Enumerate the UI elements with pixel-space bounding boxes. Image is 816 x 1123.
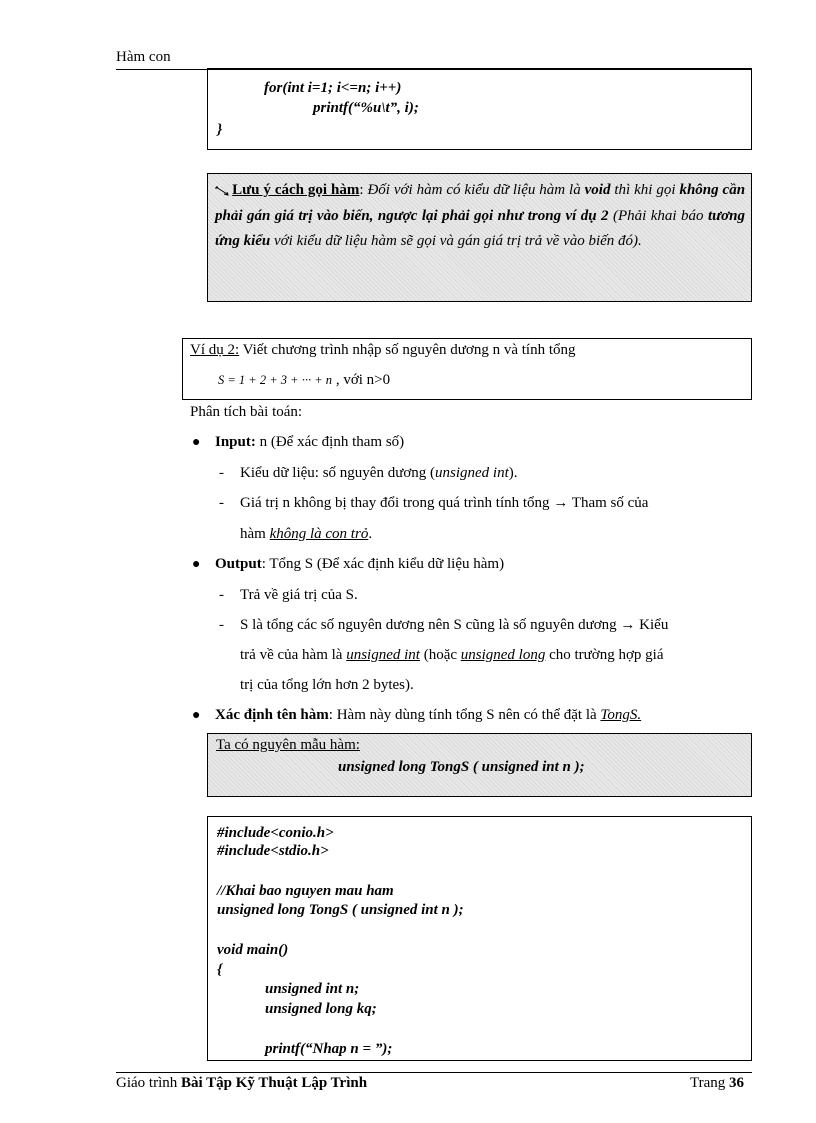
output-sub2-cont-e: cho trường hợp giá (545, 647, 664, 663)
input-sub1-c: ). (508, 465, 518, 481)
example-condition: , với n>0 (335, 372, 391, 388)
bullet-input (192, 432, 405, 453)
code-line: //Khai bao nguyen mau ham (217, 883, 394, 899)
example-formula: S = 1 + 2 + 3 + ··· + n (218, 373, 333, 387)
input-sub2-cont-c: . (368, 526, 373, 542)
arrow-right-icon: → (620, 617, 636, 633)
output-sub1: - Trả về giá trị của S. (219, 587, 358, 603)
code-line: } (217, 122, 223, 138)
bullet-dot: ● (192, 708, 201, 723)
code-box-main (207, 816, 752, 1061)
bullet-dot: ● (192, 557, 201, 572)
code-line: unsigned long kq; (265, 1001, 377, 1017)
bullet-function-name (192, 705, 642, 726)
code-line: { (217, 962, 223, 978)
input-sub2-text-b: Tham số của (568, 495, 649, 511)
output-label: Output (215, 556, 262, 572)
input-sub2-cont (240, 524, 372, 544)
output-sub2-cont (240, 645, 664, 665)
output-text: : Tổng S (Để xác định kiểu dữ liệu hàm) (261, 556, 505, 572)
prototype-box (207, 733, 752, 797)
example-box (182, 338, 752, 400)
input-sub2-cont-b: không là con trỏ (269, 526, 369, 542)
prototype-label: Ta có nguyên mẫu hàm: (216, 737, 360, 753)
output-sub2-text: S là tổng các số nguyên dương nên S cũng là số nguyên dương (240, 617, 617, 633)
note-text (215, 178, 745, 255)
code-line: unsigned int n; (265, 981, 360, 997)
input-sub1-a: Kiểu dữ liệu: số nguyên dương ( (240, 465, 435, 481)
note-box (207, 173, 752, 302)
example-formula-line (218, 372, 390, 389)
input-sub2-cont-a: hàm (240, 526, 270, 542)
input-sub1: - Kiểu dữ liệu: số nguyên dương (unsigned int). (219, 465, 518, 481)
footer-page-label: Trang (690, 1075, 730, 1091)
note-bold1: không cần phải gán giá trị vào biến, ngược lại phải gọi như trong ví dụ 2 (215, 182, 746, 224)
input-label: Input: (215, 434, 256, 450)
footer-book: Bài Tập Kỹ Thuật Lập Trình (181, 1075, 368, 1091)
output-sub2: - S là tổng các số nguyên dương nên S cũng là số nguyên dương → Kiểu (219, 617, 669, 633)
output-sub2-cont-b: unsigned int (346, 647, 420, 663)
footer-page-number: 36 (729, 1075, 745, 1091)
input-sub2: - Giá trị n không bị thay đổi trong quá trình tính tổng → Tham số của (219, 495, 649, 511)
arrow-right-icon: → (553, 495, 569, 511)
input-sub2-text: Giá trị n không bị thay đổi trong quá trình tính tổng (240, 495, 550, 511)
note-t4: với kiểu dữ liệu hàm sẽ gọi và gán giá trị trả về vào biến đó). (270, 233, 642, 249)
input-sub1-b: unsigned int (435, 465, 509, 481)
note-label: Lưu ý cách gọi hàm (232, 182, 360, 198)
name-label: Xác định tên hàm (215, 707, 329, 723)
note-t3: (Phải khai báo (608, 207, 708, 224)
page-header-title: Hàm con (116, 49, 171, 65)
output-sub2-cont-a: trả về của hàm là (240, 647, 347, 663)
note-void: void (584, 182, 611, 198)
example-label: Ví dụ 2: (190, 342, 240, 358)
code-line: #include<conio.h> (217, 825, 334, 841)
note-colon: : (359, 182, 368, 198)
footer-prefix: Giáo trình (116, 1075, 181, 1091)
output-sub2-cont-c: (hoặc (419, 647, 461, 663)
code-line: printf(“%u\t”, i); (313, 100, 419, 116)
output-sub1-text: Trả về giá trị của S. (240, 587, 358, 603)
output-sub2-cont2: trị của tổng lớn hơn 2 bytes). (240, 677, 414, 693)
code-box-continued (207, 68, 752, 150)
footer-rule (116, 1072, 752, 1073)
name-text: : Hàm này dùng tính tổng S nên có thể đặt là (328, 707, 601, 723)
code-line: #include<stdio.h> (217, 843, 329, 859)
footer-book-title (116, 1075, 367, 1092)
bullet-output (192, 554, 505, 575)
code-line: void main() (217, 942, 289, 958)
prototype-code: unsigned long TongS ( unsigned int n ); (338, 759, 585, 775)
footer-page (690, 1075, 744, 1092)
output-sub2-text-b: Kiểu (635, 617, 669, 633)
input-text: n (Để xác định tham số) (255, 434, 405, 450)
name-value: TongS. (600, 707, 642, 723)
code-line: for(int i=1; i<=n; i++) (264, 80, 402, 96)
output-sub2-cont-d: unsigned long (460, 647, 546, 663)
pencil-icon (215, 183, 232, 197)
example-line (190, 342, 576, 359)
example-text: Viết chương trình nhập số nguyên dương n và tính tổng (239, 342, 576, 358)
note-t2: thì khi gọi (610, 182, 680, 198)
bullet-dot: ● (192, 435, 201, 450)
code-line: printf(“Nhap n = ”); (265, 1041, 393, 1057)
note-t1: Đối với hàm có kiểu dữ liệu hàm là (367, 182, 585, 198)
analysis-title: Phân tích bài toán: (190, 404, 303, 420)
code-line: unsigned long TongS ( unsigned int n ); (217, 902, 464, 918)
note-bold2: tương ứng kiểu (215, 207, 745, 249)
